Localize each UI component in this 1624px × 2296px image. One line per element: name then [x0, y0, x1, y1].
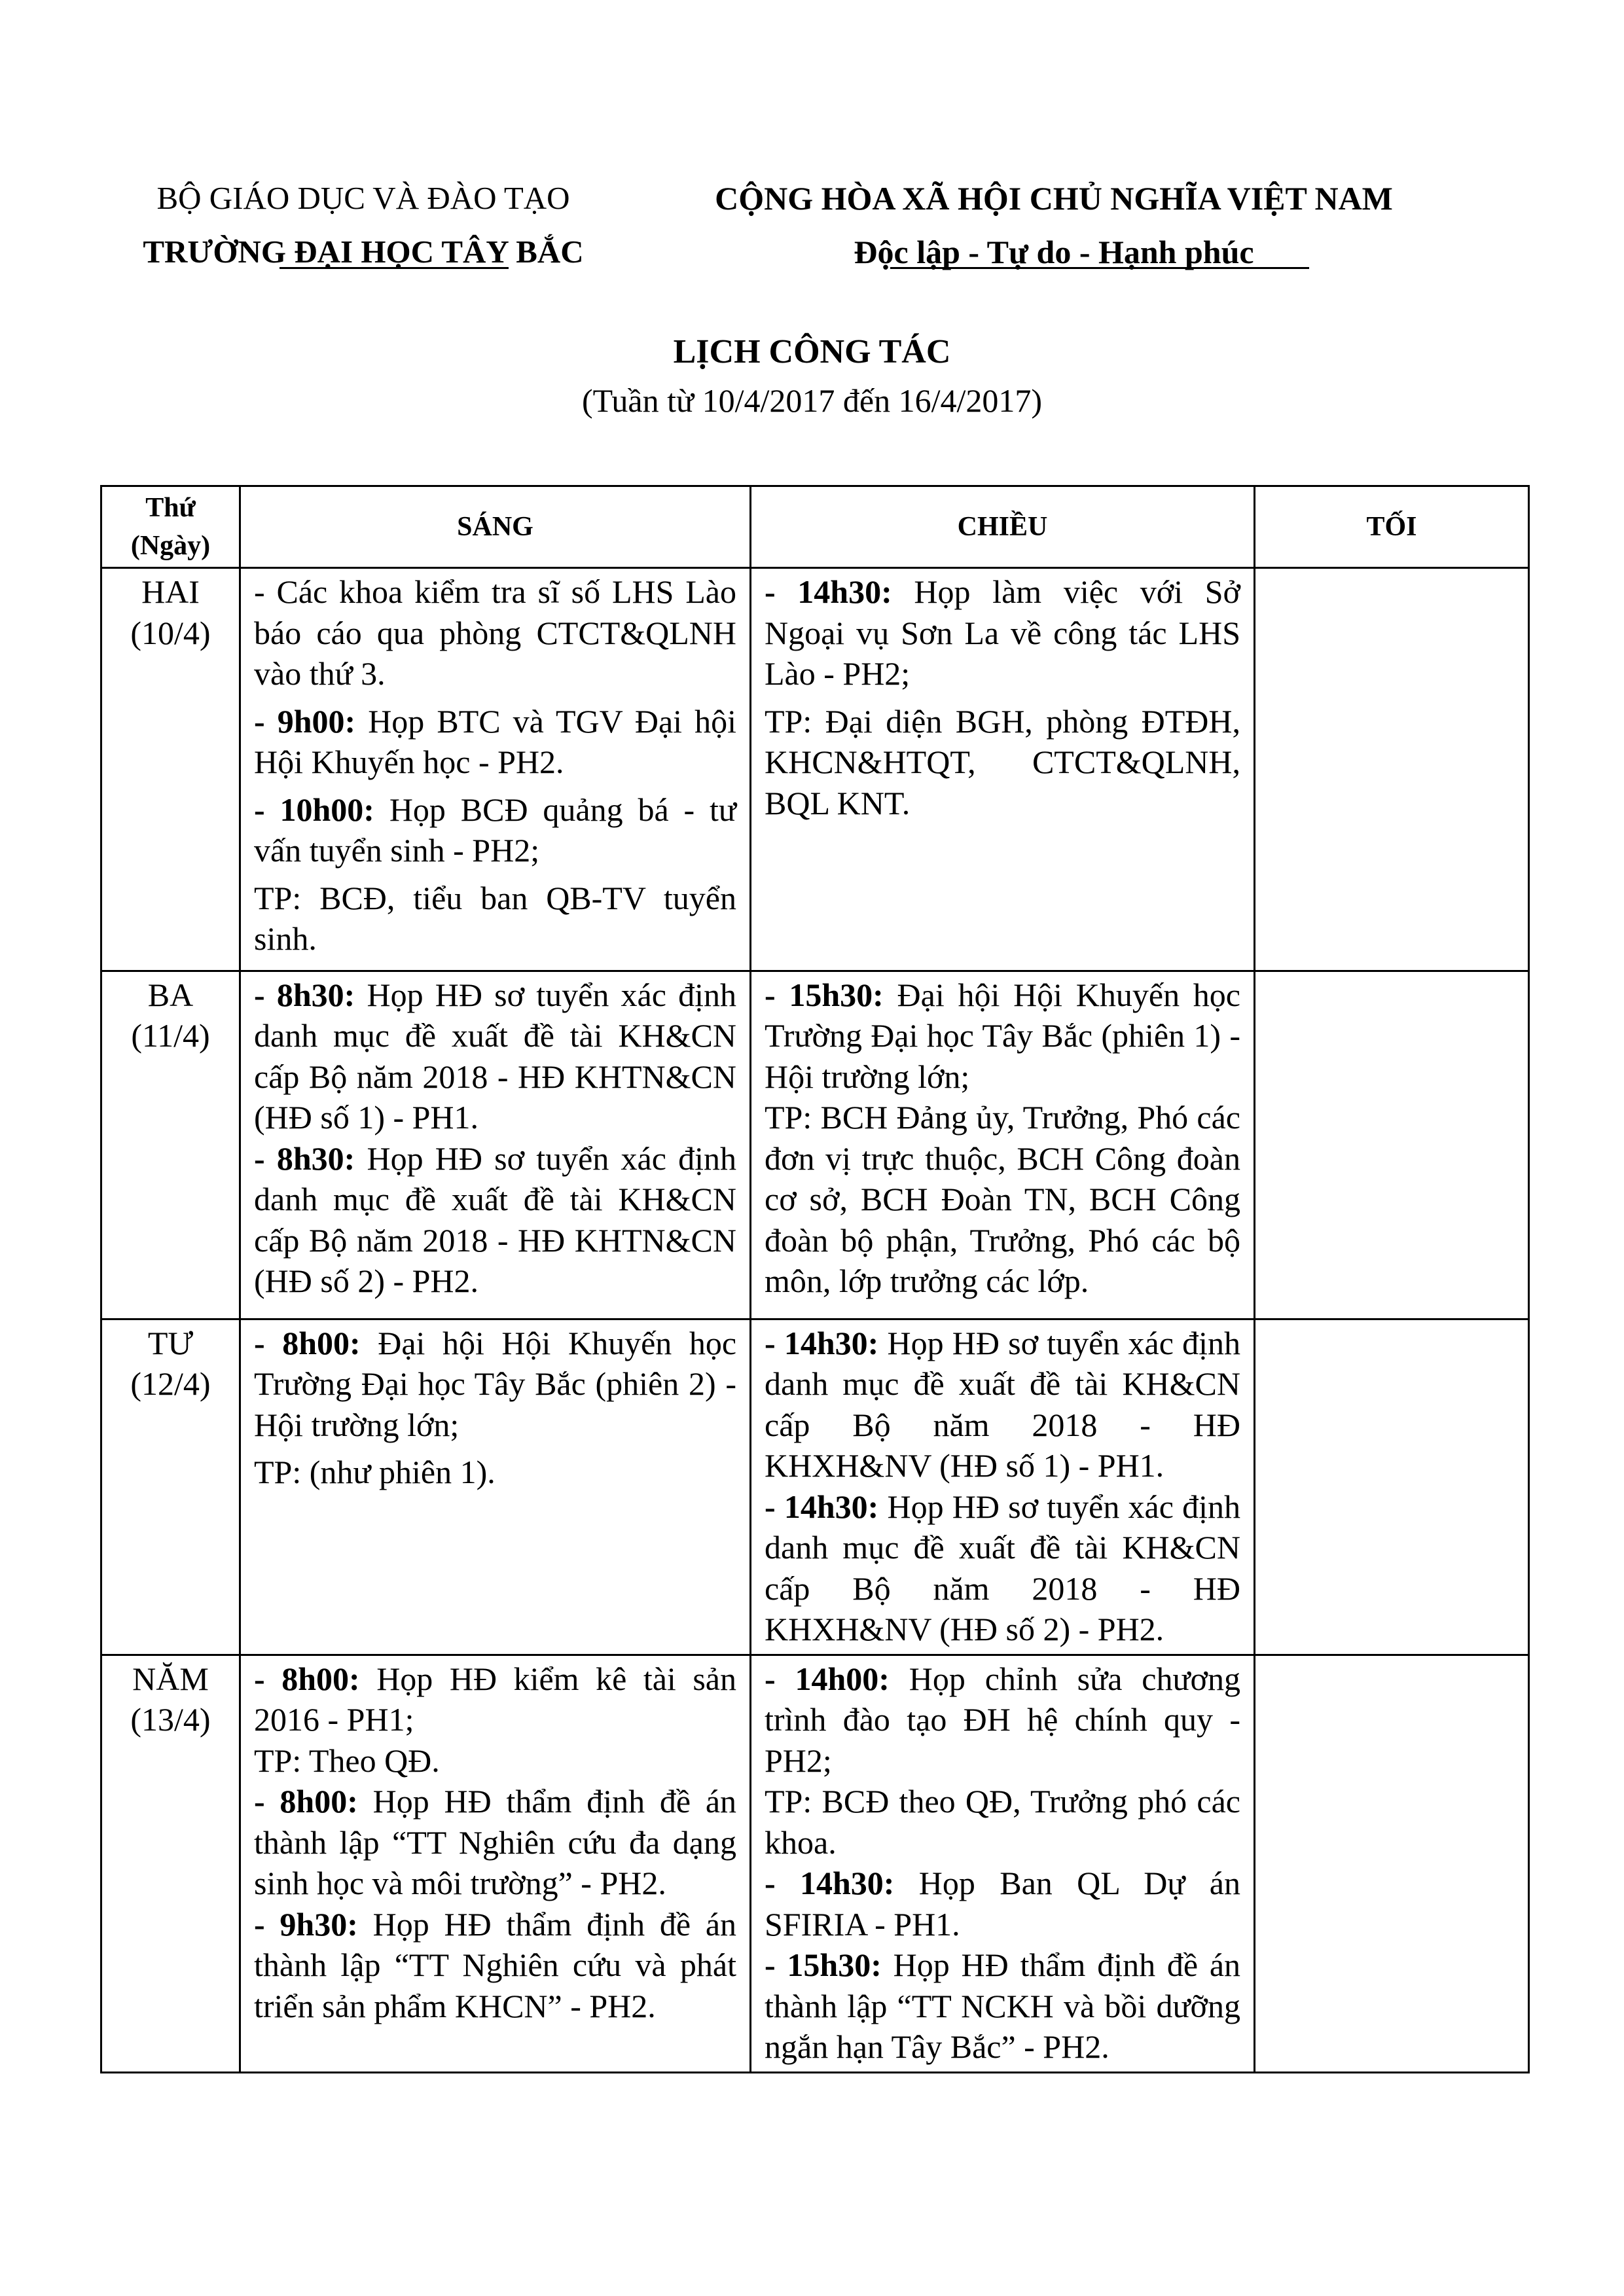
- header-right-rule: [890, 267, 1309, 269]
- national-motto: Độc lập - Tự do - Hạnh phúc: [854, 234, 1254, 270]
- afternoon-cell: [751, 1655, 1255, 2072]
- entry-text: Họp BCĐ quảng bá - tư vấn tuyển sinh - PH2;: [254, 791, 737, 869]
- entry-time: - 14h30:: [765, 573, 892, 610]
- header-evening: TỐI: [1255, 486, 1529, 568]
- entry-text: Họp làm việc với Sở Ngoại vụ Sơn La về công tác LHS Lào - PH2;: [765, 573, 1240, 692]
- schedule-entry: [254, 1904, 736, 2027]
- header-left-rule: [280, 267, 509, 269]
- entry-text: TP: BCĐ theo QĐ, Trưởng phó các khoa.: [765, 1783, 1240, 1861]
- entry-text: Đại hội Hội Khuyến học Trường Đại học Tây Bắc (phiên 2) - Hội trường lớn;: [254, 1324, 737, 1443]
- schedule-entry: [254, 1138, 736, 1302]
- document-title: LỊCH CÔNG TÁC: [673, 333, 951, 370]
- schedule-entry: [765, 1863, 1240, 1945]
- entry-time: - 14h30:: [765, 1865, 895, 1901]
- university-name: TRƯỜNG ĐẠI HỌC TÂY BẮC: [143, 234, 584, 270]
- entry-time: - 14h00:: [765, 1660, 890, 1697]
- entry-text: Họp BTC và TGV Đại hội Hội Khuyến học - PH2.: [254, 702, 737, 780]
- table-row: [101, 1655, 1529, 2072]
- entry-time: - 15h30:: [765, 1946, 882, 1983]
- entry-time: - 9h30:: [254, 1905, 358, 1943]
- entry-time: - 14h30:: [765, 1488, 879, 1525]
- entry-time: - 10h00:: [254, 791, 374, 828]
- day-cell: [101, 1319, 240, 1655]
- morning-cell: [240, 1655, 751, 2072]
- schedule-entry: [254, 878, 736, 960]
- morning-cell: [240, 568, 751, 971]
- day-date: (11/4): [131, 1017, 210, 1054]
- day-cell: [101, 568, 240, 971]
- national-header: [661, 171, 1447, 279]
- entry-text: TP: Đại diện BGH, phòng ĐTĐH, KHCN&HTQT, CTCT&QLNH, BQL KNT.: [765, 702, 1240, 821]
- schedule-entry: [254, 571, 736, 694]
- entry-text: Họp HĐ thẩm định đề án thành lập “TT NCKH và bồi dưỡng ngắn hạn Tây Bắc” - PH2.: [765, 1946, 1241, 2065]
- schedule-entry: [254, 789, 736, 871]
- entry-time: - 9h00:: [254, 702, 356, 740]
- schedule-entry: [254, 975, 736, 1138]
- day-name: NĂM: [132, 1660, 209, 1697]
- schedule-entry: [765, 975, 1240, 1098]
- schedule-entry: [254, 1323, 736, 1446]
- entry-text: TP: Theo QĐ.: [254, 1742, 440, 1779]
- schedule-entry: [254, 1781, 736, 1904]
- entry-time: - 15h30:: [765, 976, 884, 1013]
- entry-time: - 8h30:: [254, 976, 355, 1013]
- header-day-line2: (Ngày): [130, 531, 211, 561]
- schedule-entry: [765, 1486, 1240, 1650]
- table-row: [101, 971, 1529, 1319]
- entry-text: - Các khoa kiểm tra sĩ số LHS Lào báo cáo qua phòng CTCT&QLNH vào thứ 3.: [254, 573, 736, 692]
- document-subtitle: (Tuần từ 10/4/2017 đến 16/4/2017): [581, 382, 1043, 419]
- table-header-row: [101, 486, 1529, 568]
- afternoon-cell: [751, 971, 1255, 1319]
- schedule-entry: [765, 1781, 1240, 1863]
- evening-cell: [1255, 971, 1529, 1319]
- entry-text: Họp HĐ sơ tuyển xác định danh mục đề xuất đề tài KH&CN cấp Bộ năm 2018 - HĐ KHTN&CN (HĐ số 1) - PH1.: [254, 976, 736, 1136]
- schedule-entry: [254, 1659, 736, 1740]
- entry-time: - 8h30:: [254, 1139, 355, 1177]
- day-name: HAI: [141, 573, 200, 610]
- entry-time: - 14h30:: [765, 1324, 879, 1361]
- schedule-entry: [765, 1097, 1240, 1302]
- table-row: [101, 1319, 1529, 1655]
- evening-cell: [1255, 1319, 1529, 1655]
- entry-text: Họp HĐ sơ tuyển xác định danh mục đề xuất đề tài KH&CN cấp Bộ năm 2018 - HĐ KHXH&NV (HĐ số 2) - PH2.: [765, 1488, 1240, 1647]
- country-name: CỘNG HÒA XÃ HỘI CHỦ NGHĨA VIỆT NAM: [715, 180, 1393, 217]
- afternoon-cell: [751, 1319, 1255, 1655]
- table-row: [101, 568, 1529, 971]
- evening-cell: [1255, 568, 1529, 971]
- entry-text: TP: BCĐ, tiểu ban QB-TV tuyển sinh.: [254, 879, 736, 957]
- entry-text: Họp HĐ thẩm định đề án thành lập “TT Nghiên cứu và phát triển sản phẩm KHCN” - PH2.: [254, 1905, 737, 2024]
- header-afternoon: CHIỀU: [751, 486, 1255, 568]
- evening-cell: [1255, 1655, 1529, 2072]
- day-name: BA: [147, 976, 194, 1013]
- header-morning: SÁNG: [240, 486, 751, 568]
- day-date: (13/4): [130, 1701, 211, 1738]
- entry-text: Họp HĐ sơ tuyển xác định danh mục đề xuất đề tài KH&CN cấp Bộ năm 2018 - HĐ KHTN&CN (HĐ số 2) - PH2.: [254, 1139, 736, 1299]
- schedule-entry: [765, 1323, 1240, 1486]
- day-date: (10/4): [130, 614, 211, 651]
- ministry-header: [98, 171, 628, 279]
- schedule-entry: [254, 701, 736, 783]
- day-date: (12/4): [130, 1365, 211, 1402]
- morning-cell: [240, 971, 751, 1319]
- entry-text: Họp chỉnh sửa chương trình đào tạo ĐH hệ chính quy - PH2;: [765, 1660, 1240, 1779]
- entry-text: Họp Ban QL Dự án SFIRIA - PH1.: [765, 1865, 1240, 1943]
- entry-text: Họp HĐ sơ tuyển xác định danh mục đề xuất đề tài KH&CN cấp Bộ năm 2018 - HĐ KHXH&NV (HĐ số 1) - PH1.: [765, 1324, 1240, 1484]
- entry-text: Họp HĐ thẩm định đề án thành lập “TT Nghiên cứu đa dạng sinh học và môi trường” - PH2.: [254, 1783, 737, 1901]
- schedule-entry: [254, 1452, 736, 1493]
- schedule-entry: [765, 701, 1240, 824]
- entry-text: Đại hội Hội Khuyến học Trường Đại học Tây Bắc (phiên 1) - Hội trường lớn;: [765, 976, 1240, 1095]
- day-cell: [101, 971, 240, 1319]
- day-name: TƯ: [147, 1324, 194, 1361]
- afternoon-cell: [751, 568, 1255, 971]
- entry-time: - 8h00:: [254, 1324, 361, 1361]
- entry-text: TP: BCH Đảng ủy, Trưởng, Phó các đơn vị trực thuộc, BCH Công đoàn cơ sở, BCH Đoàn TN, BCH Công đoàn bộ phận, Trưởng, Phó các bộ môn, lớp trưởng các lớp.: [765, 1099, 1240, 1299]
- header-day-line1: Thứ: [145, 493, 196, 523]
- schedule-table: [100, 485, 1530, 2073]
- entry-time: - 8h00:: [254, 1660, 360, 1697]
- day-cell: [101, 1655, 240, 2072]
- entry-time: - 8h00:: [254, 1783, 358, 1820]
- morning-cell: [240, 1319, 751, 1655]
- entry-text: TP: (như phiên 1).: [254, 1454, 496, 1490]
- schedule-entry: [765, 1659, 1240, 1782]
- entry-text: Họp HĐ kiểm kê tài sản 2016 - PH1;: [254, 1660, 737, 1738]
- ministry-name: BỘ GIÁO DỤC VÀ ĐÀO TẠO: [156, 180, 570, 216]
- schedule-entry: [765, 571, 1240, 694]
- schedule-entry: [765, 1945, 1240, 2068]
- header-day: [101, 486, 240, 568]
- schedule-entry: [254, 1740, 736, 1782]
